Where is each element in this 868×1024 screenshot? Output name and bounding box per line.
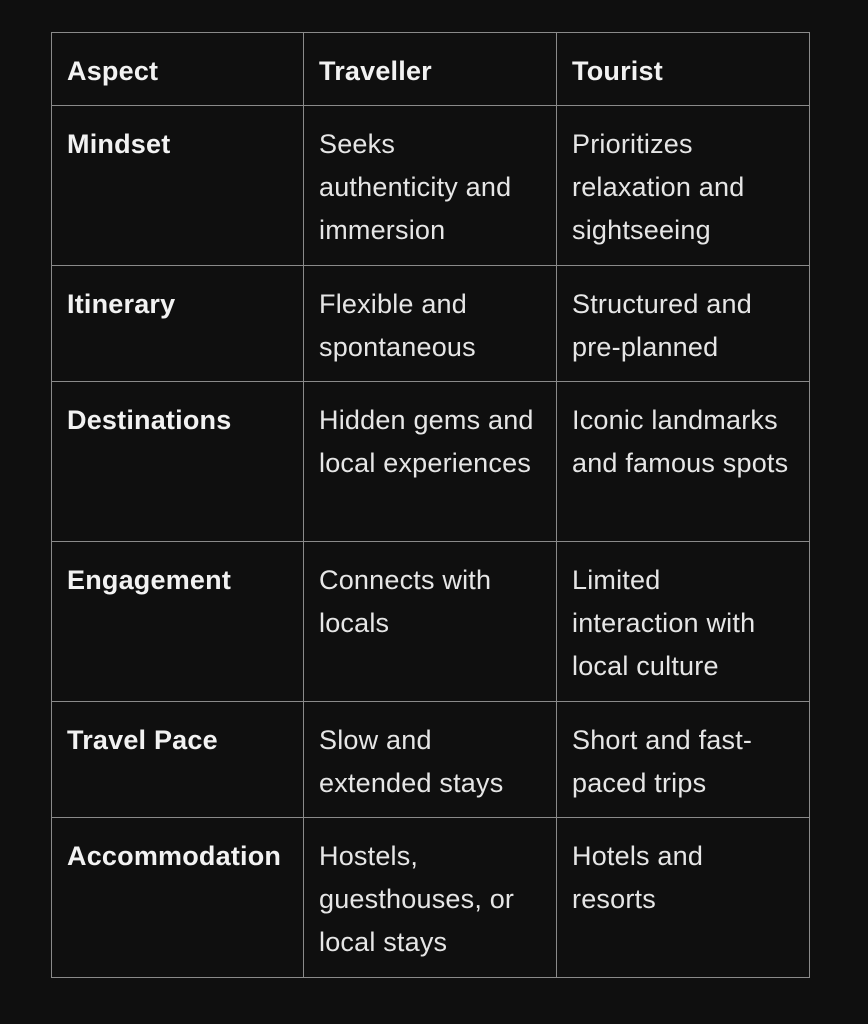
table-row — [52, 702, 810, 818]
table-header-row — [52, 33, 810, 106]
cell-tourist: Structured and pre-planned — [557, 266, 810, 382]
cell-tourist: Hotels and resorts — [557, 818, 810, 978]
cell-traveller: Flexible and spontaneous — [304, 266, 557, 382]
cell-traveller: Slow and extended stays — [304, 702, 557, 818]
table-row — [52, 266, 810, 382]
table-row — [52, 382, 810, 542]
cell-aspect: Destinations — [52, 382, 304, 542]
cell-traveller: Hidden gems and local experiences — [304, 382, 557, 542]
traveller-vs-tourist-table — [51, 32, 810, 978]
cell-traveller: Connects with locals — [304, 542, 557, 702]
cell-traveller: Hostels, guesthouses, or local stays — [304, 818, 557, 978]
cell-traveller: Seeks authenticity and immersion — [304, 106, 557, 266]
table-row — [52, 106, 810, 266]
cell-aspect: Travel Pace — [52, 702, 304, 818]
comparison-table-container — [51, 32, 809, 978]
cell-tourist: Short and fast-paced trips — [557, 702, 810, 818]
cell-tourist: Limited interaction with local culture — [557, 542, 810, 702]
header-traveller: Traveller — [304, 33, 557, 106]
cell-aspect: Engagement — [52, 542, 304, 702]
cell-aspect: Accommodation — [52, 818, 304, 978]
cell-tourist: Prioritizes relaxation and sightseeing — [557, 106, 810, 266]
table-row — [52, 542, 810, 702]
table-row — [52, 818, 810, 978]
cell-aspect: Mindset — [52, 106, 304, 266]
header-aspect: Aspect — [52, 33, 304, 106]
cell-aspect: Itinerary — [52, 266, 304, 382]
cell-tourist: Iconic landmarks and famous spots — [557, 382, 810, 542]
header-tourist: Tourist — [557, 33, 810, 106]
